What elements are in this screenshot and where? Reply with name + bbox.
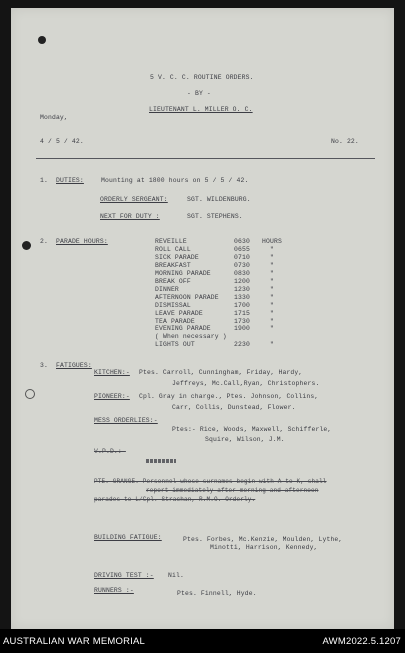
duties-heading: DUTIES: xyxy=(56,177,84,184)
parade-row-time: 0630 xyxy=(234,238,250,245)
next-for-duty-value: SGT. STEPHENS. xyxy=(187,213,243,220)
parade-row-time: 0655 xyxy=(234,245,250,253)
orders-date: 4 / 5 / 42. xyxy=(40,138,84,145)
header-divider xyxy=(36,158,375,159)
parade-row-unit: " xyxy=(270,245,274,253)
footer-institution: AUSTRALIAN WAR MEMORIAL xyxy=(3,636,146,647)
parade-row-name: DINNER xyxy=(155,285,179,293)
building-line-2: Minotti, Harrison, Kennedy, xyxy=(210,544,318,551)
parade-row-unit: " xyxy=(270,253,274,261)
struck-scribble xyxy=(146,459,176,463)
parade-row-unit: " xyxy=(270,261,274,269)
struck-line-3: parades to L/Cpl. Strachan, R.M.O. Orderly. xyxy=(94,496,256,503)
kitchen-line-2: Jeffreys, Mc.Call,Ryan, Christophers. xyxy=(172,380,320,387)
punch-hole-middle xyxy=(22,241,31,250)
building-line-1: Ptes. Forbes, Mc.Kenzie, Moulden, Lythe, xyxy=(183,536,343,543)
fatigues-heading: FATIGUES: xyxy=(56,362,92,369)
mess-orderlies-line-1: Ptes:- Rice, Woods, Maxwell, Schifferle, xyxy=(172,426,332,433)
parade-row-name: SICK PARADE xyxy=(155,253,199,261)
orderly-sergeant-label: ORDERLY SERGEANT: xyxy=(100,196,168,203)
struck-line-1: PTE. GRANGE. Personnel whose surnames begin with A to K, shall xyxy=(94,478,327,485)
parade-row-unit: HOURS xyxy=(262,238,282,245)
parade-hours-heading: PARADE HOURS: xyxy=(56,238,108,245)
parade-row-unit: " xyxy=(270,317,274,325)
orders-number: No. 22. xyxy=(331,138,359,145)
struck-line-2: report immediately after morning and afternoon xyxy=(146,487,319,494)
orders-officer: LIEUTENANT L. MILLER O. C. xyxy=(149,106,253,113)
parade-row-name: LEAVE PARADE xyxy=(155,309,203,317)
parade-row-time: 1330 xyxy=(234,293,250,301)
section-1-number: 1. xyxy=(40,177,48,184)
pioneer-line-1: Cpl. Gray in charge., Ptes. Johnson, Collins, xyxy=(139,393,319,400)
parade-row-name: TEA PARADE xyxy=(155,317,195,325)
punch-hole-ring xyxy=(25,389,35,399)
punch-hole-top xyxy=(38,36,46,44)
kitchen-label: KITCHEN:- xyxy=(94,369,130,376)
parade-row-name: LIGHTS OUT xyxy=(155,341,195,349)
parade-row-time: 1700 xyxy=(234,301,250,309)
parade-row-time: 0710 xyxy=(234,253,250,261)
parade-row-unit: " xyxy=(270,277,274,285)
parade-row-time: 1730 xyxy=(234,317,250,325)
struck-label: V.P.D.:- xyxy=(94,448,126,455)
parade-row-name: ( When necessary ) xyxy=(155,333,227,341)
parade-row-name: BREAK OFF xyxy=(155,277,191,285)
section-2-number: 2. xyxy=(40,238,48,245)
building-fatigue-label: BUILDING FATIGUE: xyxy=(94,534,162,541)
orders-title: 5 V. C. C. ROUTINE ORDERS. xyxy=(150,74,254,81)
driving-test-value: Nil. xyxy=(168,572,184,579)
next-for-duty-label: NEXT FOR DUTY : xyxy=(100,213,160,220)
orders-by: - BY - xyxy=(187,90,211,97)
footer-accession: AWM2022.5.1207 xyxy=(322,636,401,647)
parade-row-unit: " xyxy=(270,285,274,293)
duties-mounting: Mounting at 1800 hours on 5 / 5 / 42. xyxy=(101,177,249,184)
footer-bar xyxy=(0,629,405,653)
parade-row-time: 0830 xyxy=(234,269,250,277)
parade-row-name: MORNING PARADE xyxy=(155,269,211,277)
parade-row-name: EVENING PARADE xyxy=(155,325,211,333)
parade-row-unit: " xyxy=(270,293,274,301)
parade-row-time: 1230 xyxy=(234,285,250,293)
mess-orderlies-label: MESS ORDERLIES:- xyxy=(94,417,158,424)
parade-row-name: BREAKFAST xyxy=(155,261,191,269)
pioneer-label: PIONEER:- xyxy=(94,393,130,400)
orders-day: Monday, xyxy=(40,114,68,121)
parade-row-unit: " xyxy=(270,269,274,277)
parade-row-time: 1200 xyxy=(234,277,250,285)
parade-row-name: ROLL CALL xyxy=(155,245,191,253)
pioneer-line-2: Carr, Collis, Dunstead, Flower. xyxy=(172,404,296,411)
parade-row-unit: " xyxy=(270,309,274,317)
orderly-sergeant-value: SGT. WILDENBURG. xyxy=(187,196,251,203)
runners-value: Ptes. Finnell, Hyde. xyxy=(177,590,257,597)
parade-row-name: REVEILLE xyxy=(155,238,187,245)
mess-orderlies-line-2: Squire, Wilson, J.M. xyxy=(205,436,285,443)
section-3-number: 3. xyxy=(40,362,48,369)
runners-label: RUNNERS :- xyxy=(94,587,134,594)
parade-row-time: 2230 xyxy=(234,341,250,349)
parade-row-time: 1900 xyxy=(234,325,250,333)
parade-row-unit: " xyxy=(270,341,274,349)
parade-row-unit: " xyxy=(270,325,274,333)
driving-test-label: DRIVING TEST :- xyxy=(94,572,154,579)
parade-row-name: DISMISSAL xyxy=(155,301,191,309)
parade-row-time: 0730 xyxy=(234,261,250,269)
parade-row-unit: " xyxy=(270,301,274,309)
kitchen-line-1: Ptes. Carroll, Cunningham, Friday, Hardy, xyxy=(139,369,303,376)
parade-row-name: AFTERNOON PARADE xyxy=(155,293,219,301)
parade-row-time: 1715 xyxy=(234,309,250,317)
